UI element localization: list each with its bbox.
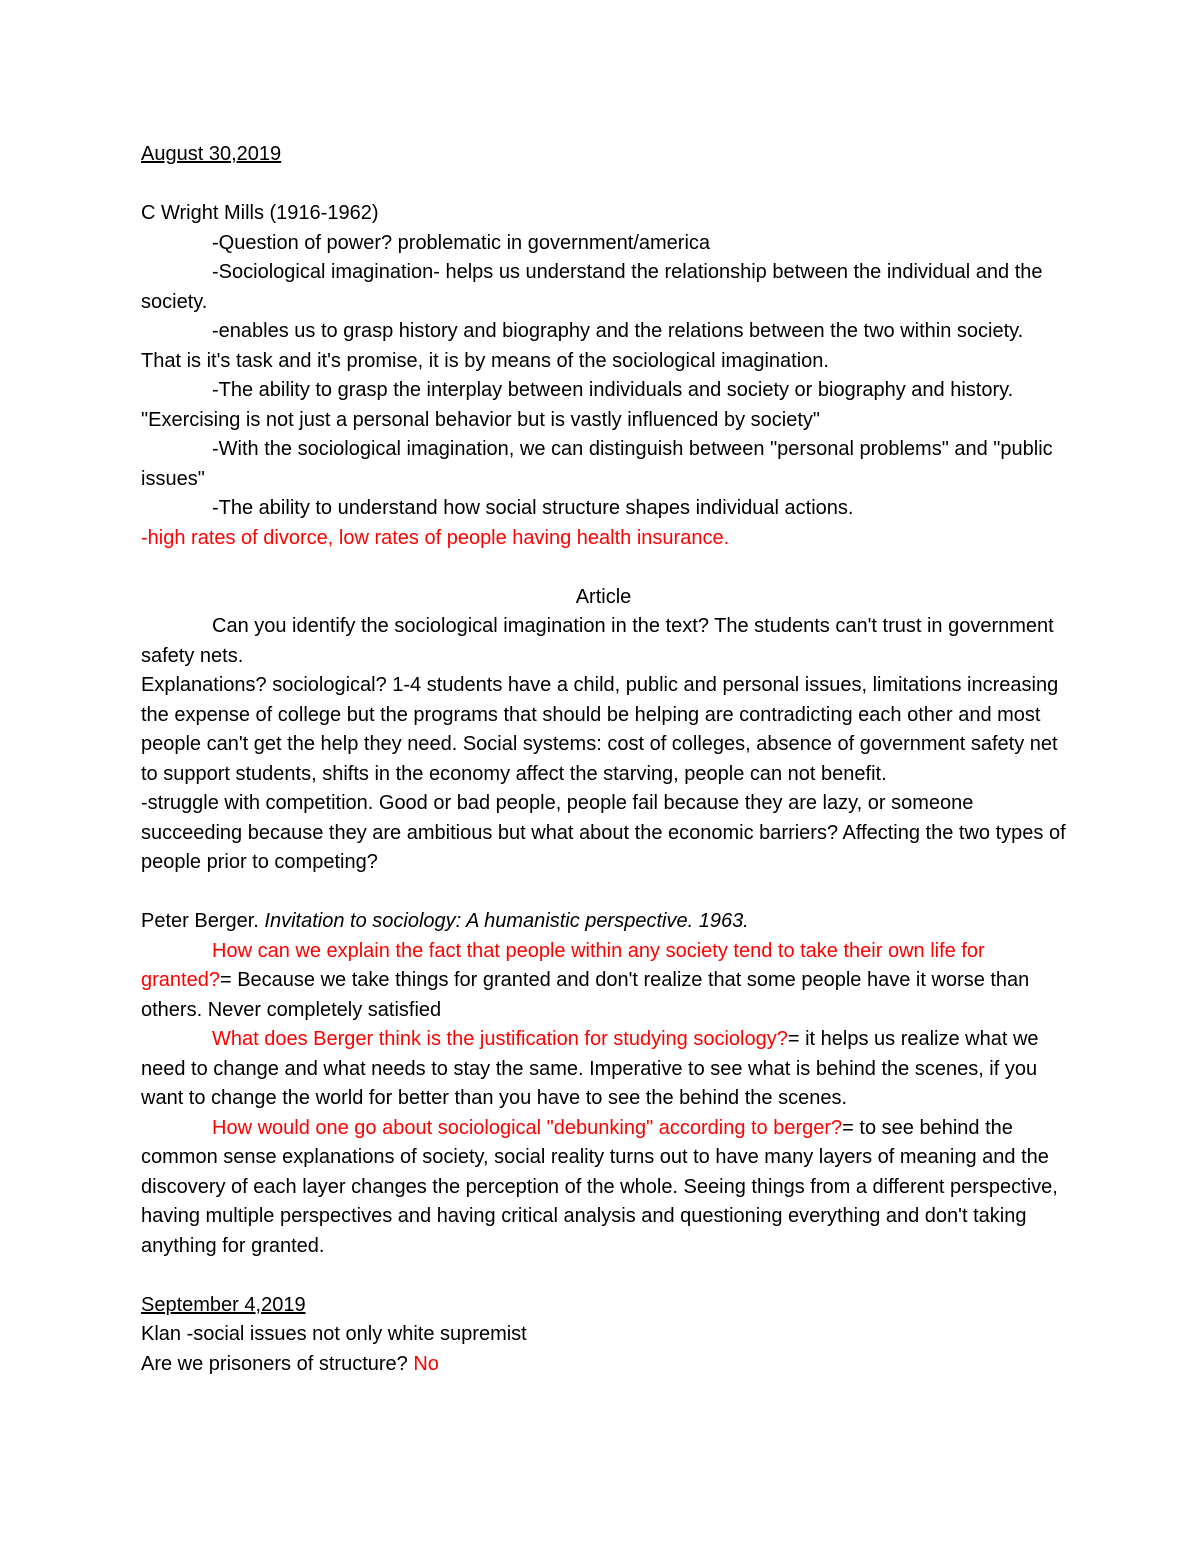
mills-red-note: -high rates of divorce, low rates of people having health insurance.	[141, 526, 730, 549]
berger-qa-3	[141, 1114, 1066, 1262]
berger-answer-3: = to see behind the common sense explanations of society, social reality turns out to have many layers of meaning and the discovery of each layer changes the perception of the whole. Seeing things from a different perspective, having multiple perspectives and having critical analysis and questioning everything and don't taking anything for granted.	[141, 1116, 1058, 1257]
mills-bullet-5: -With the sociological imagination, we can distinguish between "personal problems" and "public issues"	[141, 438, 1053, 490]
blank-line	[141, 878, 1066, 908]
berger-answer-2: = it helps us realize what we need to change and what needs to stay the same. Imperative to see what is behind the scenes, if you want to change the world for better than you have to see the behind the scenes.	[141, 1028, 1039, 1109]
berger-question-2: What does Berger think is the justification for studying sociology?	[212, 1028, 788, 1050]
prisoners-question: Are we prisoners of structure?	[141, 1352, 414, 1375]
klan-line: Klan -social issues not only white supremist	[141, 1323, 527, 1345]
berger-question-1: How can we explain the fact that people within any society tend to take their own life for granted?	[141, 939, 985, 991]
article-paragraph-2: Explanations? sociological? 1-4 students have a child, public and personal issues, limitations increasing the expense of college but the programs that should be helping are contradicting each other and most people can't get the help they need. Social systems: cost of colleges, absence of government safety net to support students, shifts in the economy affect the starving, people can not benefit.	[141, 674, 1059, 785]
prisoners-answer: No	[413, 1352, 439, 1375]
mills-bullet-6: -The ability to understand how social structure shapes individual actions.	[212, 497, 854, 519]
berger-question-3: How would one go about sociological "debunking" according to berger?	[212, 1116, 843, 1139]
document-page	[141, 140, 1066, 1379]
berger-author: Peter Berger.	[141, 910, 265, 932]
article-title: Article	[575, 585, 632, 608]
mills-bullet-1: -Question of power? problematic in government/america	[212, 231, 711, 254]
date-heading-aug30: August 30,2019	[141, 143, 282, 165]
berger-qa-1	[141, 937, 1066, 1026]
prisoners-line	[141, 1350, 1066, 1380]
article-paragraph-3: -struggle with competition. Good or bad people, people fail because they are lazy, or someone succeeding because they are ambitious but what about the economic barriers? Affecting the two types of people prior to competing?	[141, 792, 1066, 873]
blank-line	[141, 553, 1066, 583]
blank-line	[141, 170, 1066, 200]
berger-work-title: Invitation to sociology: A humanistic perspective. 1963.	[264, 910, 749, 932]
berger-citation	[141, 907, 1066, 937]
blank-line	[141, 1261, 1066, 1291]
berger-answer-1: = Because we take things for granted and don't realize that some people have it worse than others. Never completely satisfied	[141, 969, 1030, 1021]
mills-bullet-2: -Sociological imagination- helps us understand the relationship between the individual and the society.	[141, 261, 1043, 313]
mills-bullet-4: -The ability to grasp the interplay between individuals and society or biography and history. "Exercising is not just a personal behavior but is vastly influenced by society"	[141, 379, 1014, 431]
article-paragraph-1: Can you identify the sociological imagination in the text? The students can't trust in government safety nets.	[141, 615, 1054, 667]
mills-heading: C Wright Mills (1916-1962)	[141, 202, 379, 224]
mills-bullet-3: -enables us to grasp history and biography and the relations between the two within society. That is it's task and it's promise, it is by means of the sociological imagination.	[141, 320, 1024, 372]
berger-qa-2	[141, 1025, 1066, 1114]
date-heading-sep4: September 4,2019	[141, 1293, 306, 1316]
